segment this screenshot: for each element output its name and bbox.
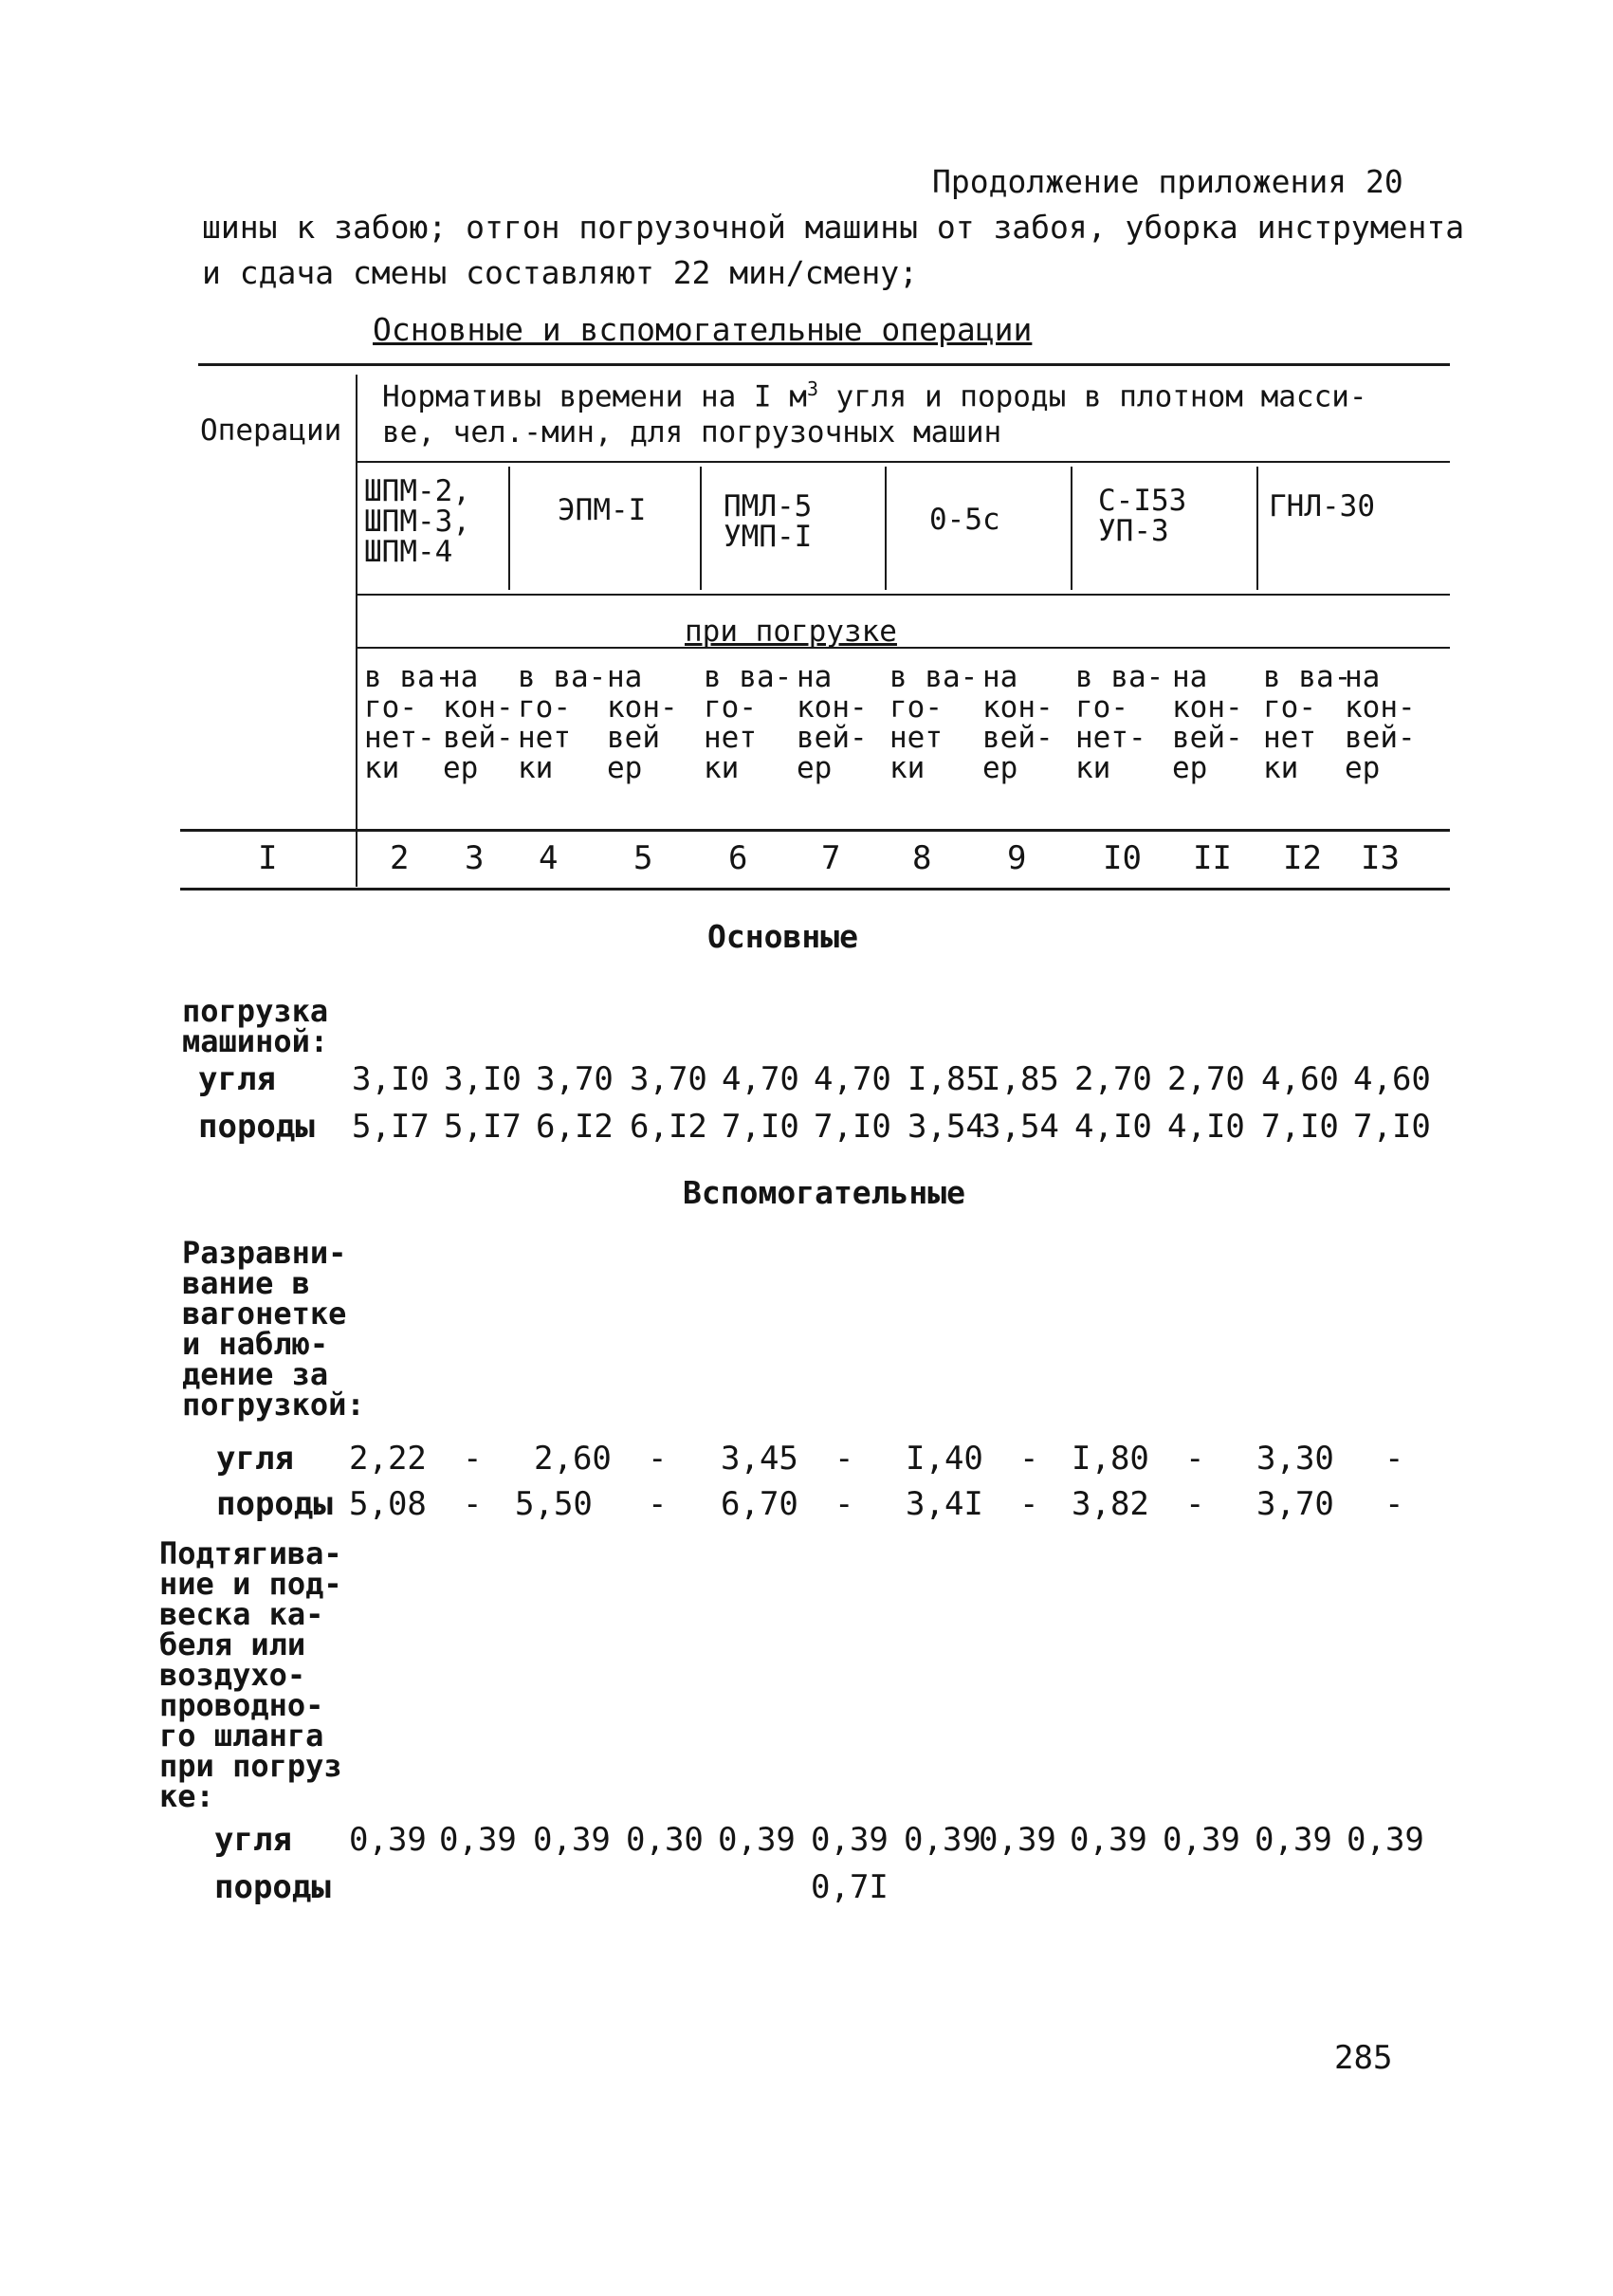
loading-rule xyxy=(357,647,1450,649)
loading-label: при погрузке xyxy=(685,615,897,649)
table-cell: 3,70 xyxy=(536,1060,614,1098)
sep-machine-5 xyxy=(1256,467,1258,590)
column-number: 4 xyxy=(539,839,559,877)
column-number: II xyxy=(1193,839,1232,877)
table-cell: 4,60 xyxy=(1261,1060,1339,1098)
table-cell: - xyxy=(463,1440,483,1478)
subheader-col-3: на кон- вей- ер xyxy=(443,660,514,785)
column-number: I xyxy=(258,839,278,877)
table-cell: 3,82 xyxy=(1072,1485,1149,1523)
subheader-col-9: на кон- вей- ер xyxy=(982,660,1054,785)
table-cell: - xyxy=(1384,1485,1404,1523)
column-number: 9 xyxy=(1007,839,1027,877)
table-cell: 5,08 xyxy=(349,1485,427,1523)
table-cell: 0,39 xyxy=(1163,1821,1240,1859)
intro-line-2: и сдача смены составляют 22 мин/смену; xyxy=(202,254,918,291)
norms-line-2: ве, чел.-мин, для погрузочных машин xyxy=(382,415,1002,450)
table-cell: - xyxy=(834,1440,854,1478)
table-cell: 4,70 xyxy=(814,1060,891,1098)
column-number: I2 xyxy=(1283,839,1322,877)
table-cell: - xyxy=(834,1485,854,1523)
table-cell: - xyxy=(1019,1440,1039,1478)
subheader-col-8: в ва- го- нет ки xyxy=(889,660,979,785)
section-main-title: Основные xyxy=(707,918,858,955)
table-cell: 3,I0 xyxy=(352,1060,430,1098)
table-cell: 3,70 xyxy=(630,1060,707,1098)
table-cell: 3,30 xyxy=(1256,1440,1334,1478)
machine-pml: ПМЛ-5 УМП-I xyxy=(724,489,813,554)
subheader-col-12: в ва- го- нет ки xyxy=(1263,660,1352,785)
aux-group2-label: Подтягива- ние и под- веска ка- беля или воздухо- проводно- го шланга при погруз ке: xyxy=(159,1535,342,1814)
column-number: 5 xyxy=(633,839,653,877)
subheader-col-7: на кон- вей- ер xyxy=(797,660,868,785)
subheader-col-11: на кон- вей- ер xyxy=(1172,660,1243,785)
page-number: 285 xyxy=(1334,2039,1393,2077)
table-cell: - xyxy=(1185,1440,1205,1478)
table-cell: 7,I0 xyxy=(722,1108,799,1146)
column-number: 2 xyxy=(390,839,410,877)
sep-machine-3 xyxy=(885,467,887,590)
table-cell: I,40 xyxy=(906,1440,983,1478)
sep-machine-4 xyxy=(1071,467,1072,590)
table-cell: 4,I0 xyxy=(1074,1108,1152,1146)
table-cell: 2,70 xyxy=(1074,1060,1152,1098)
table-cell: 4,I0 xyxy=(1167,1108,1245,1146)
machine-shpm: ШПМ-2, ШПМ-3, ШПМ-4 xyxy=(364,474,470,569)
table-cell: 0,39 xyxy=(718,1821,796,1859)
table-cell: I,85 xyxy=(981,1060,1059,1098)
table-cell: 4,60 xyxy=(1353,1060,1431,1098)
operations-separator xyxy=(356,375,357,887)
table-cell: 7,I0 xyxy=(1353,1108,1431,1146)
column-number: 3 xyxy=(465,839,485,877)
subheader-col-4: в ва- го- нет ки xyxy=(518,660,607,785)
table-cell: 4,70 xyxy=(722,1060,799,1098)
table-cell: 0,39 xyxy=(349,1821,427,1859)
row-label: породы xyxy=(216,1485,333,1523)
table-cell: 5,50 xyxy=(515,1485,593,1523)
table-cell: 7,I0 xyxy=(814,1108,891,1146)
machine-s153: С-I53 УП-3 xyxy=(1098,484,1187,548)
table-cell: 2,60 xyxy=(534,1440,612,1478)
table-cell: 0,39 xyxy=(979,1821,1056,1859)
table-cell: 0,39 xyxy=(1070,1821,1147,1859)
table-title: Основные и вспомогательные операции xyxy=(373,311,1033,348)
table-cell: 3,4I xyxy=(906,1485,983,1523)
machines-top-rule xyxy=(357,461,1450,463)
table-cell: 5,I7 xyxy=(444,1108,522,1146)
table-cell: 5,I7 xyxy=(352,1108,430,1146)
column-number: 8 xyxy=(912,839,932,877)
norms-line-1: Нормативы времени на I $м^3$ угля и породы в плотном масси- xyxy=(382,377,1367,414)
table-cell: - xyxy=(1384,1440,1404,1478)
aux-group1-label: Разравни- вание в вагонетке и наблю- дение за погрузкой: xyxy=(182,1235,365,1423)
row-label: угля xyxy=(216,1440,294,1478)
table-cell: 7,I0 xyxy=(1261,1108,1339,1146)
subheader-col-5: на кон- вей ер xyxy=(607,660,678,785)
table-cell: - xyxy=(648,1485,668,1523)
machine-05s: 0-5с xyxy=(929,503,1000,537)
table-cell: 6,70 xyxy=(721,1485,798,1523)
column-number: I0 xyxy=(1103,839,1142,877)
subheader-col-13: на кон- вей- ер xyxy=(1345,660,1416,785)
table-cell: 2,22 xyxy=(349,1440,427,1478)
table-cell: 3,45 xyxy=(721,1440,798,1478)
machine-epm: ЭПМ-I xyxy=(558,493,647,527)
column-number: 6 xyxy=(728,839,748,877)
subheader-col-6: в ва- го- нет ки xyxy=(704,660,793,785)
table-cell: 3,54 xyxy=(981,1108,1059,1146)
table-cell: 0,39 xyxy=(533,1821,611,1859)
table-top-rule xyxy=(198,363,1450,366)
table-cell: 2,70 xyxy=(1167,1060,1245,1098)
intro-line-1: шины к забою; отгон погрузочной машины от забоя, уборка инструмента xyxy=(202,209,1465,246)
table-cell: 0,39 xyxy=(1347,1821,1424,1859)
column-numbers-rule xyxy=(180,888,1450,891)
table-cell: 0,39 xyxy=(811,1821,889,1859)
table-cell: 6,I2 xyxy=(630,1108,707,1146)
table-cell: I,80 xyxy=(1072,1440,1149,1478)
table-cell: I,85 xyxy=(907,1060,985,1098)
table-cell: 0,39 xyxy=(439,1821,517,1859)
table-cell: - xyxy=(1185,1485,1205,1523)
subheader-col-2: в ва- го- нет- ки xyxy=(364,660,453,785)
table-cell: 3,70 xyxy=(1256,1485,1334,1523)
table-cell: 3,I0 xyxy=(444,1060,522,1098)
main-group-label: погрузка машиной: xyxy=(182,993,329,1059)
column-number: 7 xyxy=(821,839,841,877)
column-number: I3 xyxy=(1361,839,1400,877)
row-label: породы xyxy=(198,1108,315,1146)
table-cell: 0,30 xyxy=(626,1821,704,1859)
table-cell: - xyxy=(648,1440,668,1478)
machines-bottom-rule xyxy=(357,594,1450,596)
section-aux-title: Вспомогательные xyxy=(683,1174,966,1211)
machine-gnl30: ГНЛ-30 xyxy=(1269,489,1375,523)
row-label: породы xyxy=(214,1868,331,1906)
table-cell: 6,I2 xyxy=(536,1108,614,1146)
subheader-col-10: в ва- го- нет- ки xyxy=(1075,660,1164,785)
table-cell: 0,39 xyxy=(1255,1821,1332,1859)
operations-label: Операции xyxy=(200,413,342,448)
header-bottom-rule xyxy=(180,829,1450,832)
continuation-header: Продолжение приложения 20 xyxy=(932,163,1403,200)
sep-machine-1 xyxy=(508,467,510,590)
table-cell: 0,7I xyxy=(811,1868,889,1906)
table-cell: - xyxy=(463,1485,483,1523)
row-label: угля xyxy=(214,1821,292,1859)
sep-machine-2 xyxy=(700,467,702,590)
table-cell: - xyxy=(1019,1485,1039,1523)
table-cell: 0,39 xyxy=(904,1821,981,1859)
table-cell: 3,54 xyxy=(907,1108,985,1146)
row-label: угля xyxy=(198,1060,276,1098)
